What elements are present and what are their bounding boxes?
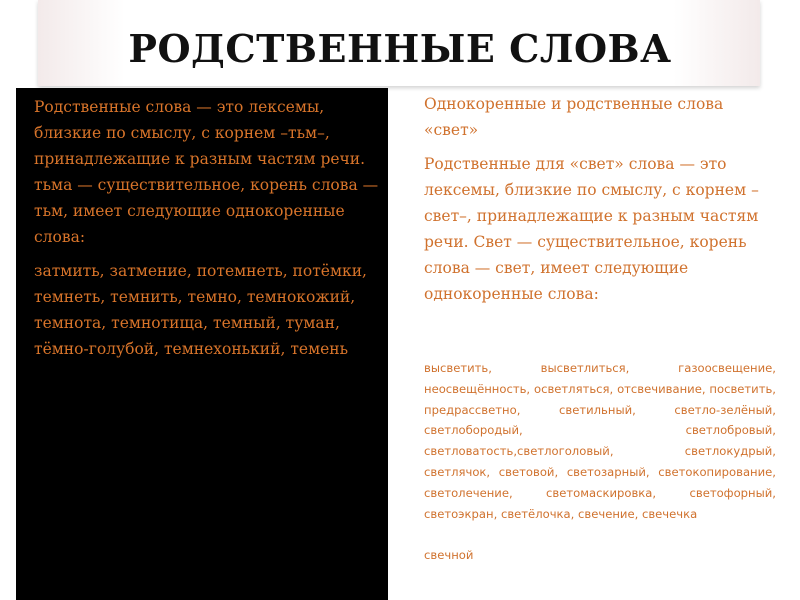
right-text-block (424, 91, 778, 315)
left-definition-paragraph: Родственные слова — это лексемы, близкие по смыслу, с корнем –тьм–, принадлежащие к разным частям речи. тьма — существительное, корень слова — тьм, имеет следующие однокоренные слова: (34, 98, 379, 246)
right-definition-paragraph: Родственные для «свет» слова — это лексемы, близкие по смыслу, с корнем –свет–, принадлежащие к разным частям речи. Свет — существительное, корень слова — свет, имеет следующие однокоренные слова: (424, 155, 759, 303)
right-last-word: свечной (424, 548, 474, 562)
slide-title: РОДСТВЕННЫЕ СЛОВА (128, 25, 672, 71)
left-word-list: затмить, затмение, потемнеть, потёмки, темнеть, темнить, темно, темнокожий, темнота, темнотища, темный, туман, тёмно-голубой, темнехонький, темень (34, 262, 367, 358)
right-heading: Однокоренные и родственные слова «свет» (424, 95, 724, 139)
left-text-block (34, 94, 382, 370)
right-word-list: высветить, высветлиться, газоосвещение, неосвещённость, осветляться, отсвечивание, посветить, предрассветно, светильный, светло-зелёный, светлобородый, светлобровый, светловатость,светлоголовый, светлокудрый, светлячок, световой, светозарный, светокопирование, светолечение, светомаскировка, светофорный, светоэкран, светёлочка, свечение, свечечка (424, 361, 776, 521)
